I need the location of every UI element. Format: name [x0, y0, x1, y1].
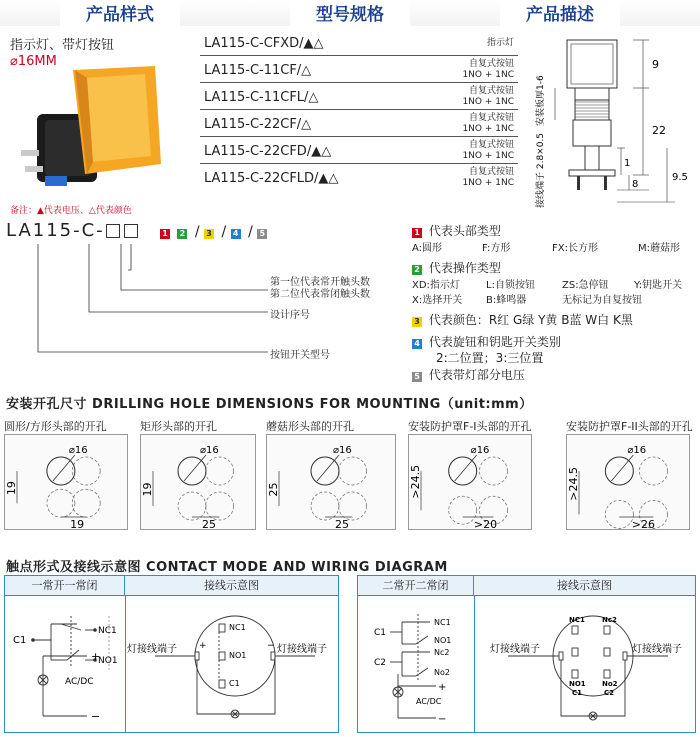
- nc1-label: NC1: [98, 626, 117, 636]
- drill-label: 安装防护罩F-I头部的开孔: [408, 420, 532, 433]
- code-box-4: 4: [231, 229, 241, 239]
- legend-2-box: 2: [412, 265, 422, 275]
- drill-v-dim: 19: [5, 481, 18, 496]
- wiring-panel-right: [357, 575, 696, 733]
- dim-22-label: 22: [652, 124, 666, 137]
- legend-4-sub: 2:二位置；3:三位置: [436, 351, 544, 365]
- legend-2-title: 代表操作类型: [428, 261, 501, 275]
- legend-3-box: 3: [412, 317, 422, 327]
- minus-label: −: [91, 710, 101, 723]
- drill-label: 圆形/方形头部的开孔: [4, 420, 107, 433]
- terminal-label: 接线端子 2.8×0.5: [536, 132, 546, 208]
- drill-panel: [4, 434, 128, 530]
- dimension-drawing: [525, 30, 700, 215]
- model-desc: [462, 113, 514, 135]
- drill-label: 蘑菇形头部的开孔: [266, 420, 354, 433]
- product-photo: [15, 62, 165, 202]
- drill-row: [0, 412, 700, 532]
- circle-no1: NO1: [569, 680, 586, 688]
- wiring-right-header-1: 二常开二常闭: [358, 576, 474, 596]
- drill-h-dim: 25: [202, 518, 216, 531]
- dim-9-label: 9: [652, 58, 659, 71]
- header-product-style: 产品样式: [60, 0, 180, 26]
- legend-2-none: 无标记为自复按钮: [562, 295, 642, 306]
- model-desc-line2: 1NO + 1NC: [462, 151, 514, 161]
- legend-2: [412, 261, 501, 276]
- legend-1-a: A:圆形: [412, 243, 443, 254]
- drill-section-title: 安装开孔尺寸 DRILLING HOLE DIMENSIONS FOR MOUNTING（unit:mm）: [6, 397, 533, 412]
- model-name: LA115-C-11CF/△: [204, 63, 312, 78]
- lamp-terminal-left: 灯接线端子: [490, 644, 540, 655]
- code-box-2: 2: [177, 229, 187, 239]
- model-row: [200, 165, 518, 191]
- legend-2-options-row1: [412, 279, 700, 292]
- product-size: ⌀16MM: [10, 54, 57, 69]
- code-slot-2: [124, 224, 138, 238]
- model-desc-line1: 自复式按钮: [468, 113, 514, 123]
- legend-5-box: 5: [412, 372, 422, 382]
- circle-no2: No2: [602, 680, 618, 688]
- wiring-left-header-1: 一常开一常闭: [5, 576, 125, 596]
- c2-label: C2: [374, 658, 387, 668]
- circle-nc1: NC1: [569, 616, 585, 624]
- code-separator: /: [221, 224, 227, 240]
- acdc-label: AC/DC: [65, 677, 94, 687]
- no1-label: NO1: [98, 656, 118, 666]
- code-desc-4: 按钮开关型号: [270, 350, 330, 361]
- model-desc: [462, 140, 514, 162]
- legend-2-zs: ZS:急停钮: [562, 280, 609, 291]
- drill-v-dim: 25: [267, 482, 280, 497]
- model-desc: [462, 86, 514, 108]
- legend-1-f: F:方形: [482, 243, 511, 254]
- code-box-1: 1: [160, 229, 170, 239]
- header-model-spec: 型号规格: [290, 0, 410, 26]
- code-leader-lines: [0, 240, 400, 365]
- model-desc-line1: 指示灯: [486, 38, 514, 48]
- product-note: 备注：▲代表电压、△代表颜色: [10, 206, 132, 216]
- legend-4-title: 代表旋钮和钥匙开关类别: [428, 335, 561, 349]
- model-desc: [462, 167, 514, 189]
- code-colored-boxes: [160, 224, 270, 240]
- model-name: LA115-C-11CFL/△: [204, 90, 319, 105]
- circle-minus: −: [267, 641, 275, 651]
- plus-label: +: [438, 682, 447, 693]
- acdc-label: AC/DC: [416, 697, 442, 706]
- model-name: LA115-C-22CFLD/▲△: [204, 171, 339, 186]
- c1-label: C1: [13, 635, 27, 646]
- model-desc: [462, 59, 514, 81]
- legend-2-y: Y:钥匙开关: [634, 280, 683, 291]
- drill-hole-figure: [5, 435, 129, 531]
- legend-2-options-row2: [412, 294, 700, 307]
- circle-nc2: Nc2: [602, 616, 617, 624]
- drill-dia: ⌀16: [68, 445, 88, 456]
- model-row: [200, 57, 518, 83]
- legend-1-box: 1: [412, 228, 422, 238]
- model-desc-line2: 1NO + 1NC: [462, 124, 514, 134]
- drill-h-dim: 25: [335, 518, 349, 531]
- legend-1-title: 代表头部类型: [428, 224, 501, 238]
- circle-c2: C2: [604, 689, 615, 697]
- lamp-terminal-right: 灯接线端子: [277, 644, 327, 655]
- drill-label: 矩形头部的开孔: [140, 420, 217, 433]
- nc2-label: Nc2: [434, 648, 450, 657]
- drill-hole-figure: [409, 435, 533, 531]
- dim-95-label: 9.5: [672, 172, 688, 183]
- code-separator: /: [194, 224, 200, 240]
- wiring-left-diagram: [5, 596, 338, 732]
- legend-3: [412, 313, 633, 328]
- nc1-label: NC1: [434, 618, 451, 627]
- product-title: 指示灯、带灯按钮: [10, 38, 115, 53]
- code-desc-2: 第二位代表常闭触头数: [270, 289, 370, 300]
- legend-3-text: 代表颜色：R红 G绿 Y黄 B蓝 W白 K黑: [428, 313, 633, 327]
- model-desc-line1: 自复式按钮: [468, 140, 514, 150]
- legend-1-fx: FX:长方形: [552, 243, 598, 254]
- drill-panel: [408, 434, 532, 530]
- drill-dia: ⌀16: [333, 445, 352, 456]
- no1-label: NO1: [434, 636, 452, 645]
- wiring-right-header-2: 接线示意图: [474, 576, 695, 596]
- drill-dia: ⌀16: [627, 445, 647, 456]
- drill-hole-figure: [267, 435, 397, 531]
- dim-1-label: 1: [624, 158, 631, 169]
- model-row: [200, 111, 518, 137]
- drill-v-dim: >24.5: [409, 464, 422, 499]
- drill-hole-figure: [567, 435, 691, 531]
- contact-section-title: 触点形式及接线示意图 CONTACT MODE AND WIRING DIAGRAM: [6, 560, 448, 575]
- legend-4-box: 4: [412, 339, 422, 349]
- c1-label: C1: [374, 628, 387, 638]
- circle-no1-label: NO1: [229, 651, 247, 660]
- drill-panel: [566, 434, 690, 530]
- plus-label: +: [91, 650, 101, 663]
- model-row: [200, 138, 518, 164]
- model-desc-line2: 1NO + 1NC: [462, 70, 514, 80]
- legend-2-x: X:选择开关: [412, 295, 463, 306]
- header-product-desc: 产品描述: [500, 0, 620, 26]
- wiring-panel-left: [4, 575, 339, 733]
- drill-v-dim: 19: [141, 482, 154, 497]
- drill-label: 安装防护罩F-II头部的开孔: [566, 420, 693, 433]
- model-desc-line2: 1NO + 1NC: [462, 178, 514, 188]
- circle-nc1-label: NC1: [229, 623, 246, 632]
- model-desc-line1: 自复式按钮: [468, 86, 514, 96]
- circle-c1: C1: [572, 689, 583, 697]
- code-separator: /: [248, 224, 253, 240]
- model-desc-line1: 自复式按钮: [468, 59, 514, 69]
- legend-2-l: L:自锁按钮: [486, 280, 535, 291]
- drill-hole-figure: [141, 435, 257, 531]
- legend-5-text: 代表带灯部分电压: [428, 368, 525, 382]
- legend-1-options: [412, 242, 700, 255]
- legend-5: [412, 368, 525, 383]
- legend-4: [412, 335, 561, 350]
- lamp-terminal-left: 灯接线端子: [127, 644, 177, 655]
- drill-h-dim: >26: [631, 518, 655, 531]
- drill-panel: [140, 434, 256, 530]
- minus-label: −: [438, 714, 447, 725]
- model-desc-line2: 1NO + 1NC: [462, 97, 514, 107]
- drill-v-dim: >24.5: [567, 466, 580, 501]
- circle-c1-label: C1: [229, 679, 240, 688]
- wiring-right-diagram: [358, 596, 695, 732]
- legend-2-b: B:蜂鸣器: [486, 295, 527, 306]
- plate-thickness-label: 安装板厚1-6: [536, 75, 546, 126]
- circle-plus: +: [199, 641, 207, 651]
- dim-8-label: 8: [632, 179, 639, 190]
- wiring-left-header-2: 接线示意图: [125, 576, 338, 596]
- code-desc-1: 第一位代表常开触头数: [270, 277, 370, 288]
- code-slot-1: [106, 224, 120, 238]
- model-desc: [487, 38, 514, 49]
- legend-1-m: M:蘑菇形: [638, 243, 680, 254]
- model-row: [200, 84, 518, 110]
- code-desc-3: 设计序号: [270, 310, 310, 321]
- code-box-5: 5: [257, 229, 267, 239]
- legend-1: [412, 224, 501, 239]
- drill-panel: [266, 434, 396, 530]
- no2-label: No2: [434, 668, 450, 677]
- model-name: LA115-C-22CF/△: [204, 117, 312, 132]
- drill-dia: ⌀16: [200, 445, 219, 456]
- drill-h-dim: 19: [70, 518, 85, 531]
- legend-2-xd: XD:指示灯: [412, 280, 460, 291]
- model-desc-line1: 自复式按钮: [468, 167, 514, 177]
- drill-h-dim: >20: [473, 518, 498, 531]
- model-row: [200, 30, 518, 56]
- model-code: [6, 220, 105, 241]
- model-name: LA115-C-CFXD/▲△: [204, 36, 324, 51]
- model-code-prefix: LA115-C-: [6, 220, 105, 241]
- model-name: LA115-C-22CFD/▲△: [204, 144, 332, 159]
- drill-dia: ⌀16: [470, 445, 490, 456]
- code-box-3: 3: [204, 229, 214, 239]
- lamp-terminal-right: 灯接线端子: [632, 644, 682, 655]
